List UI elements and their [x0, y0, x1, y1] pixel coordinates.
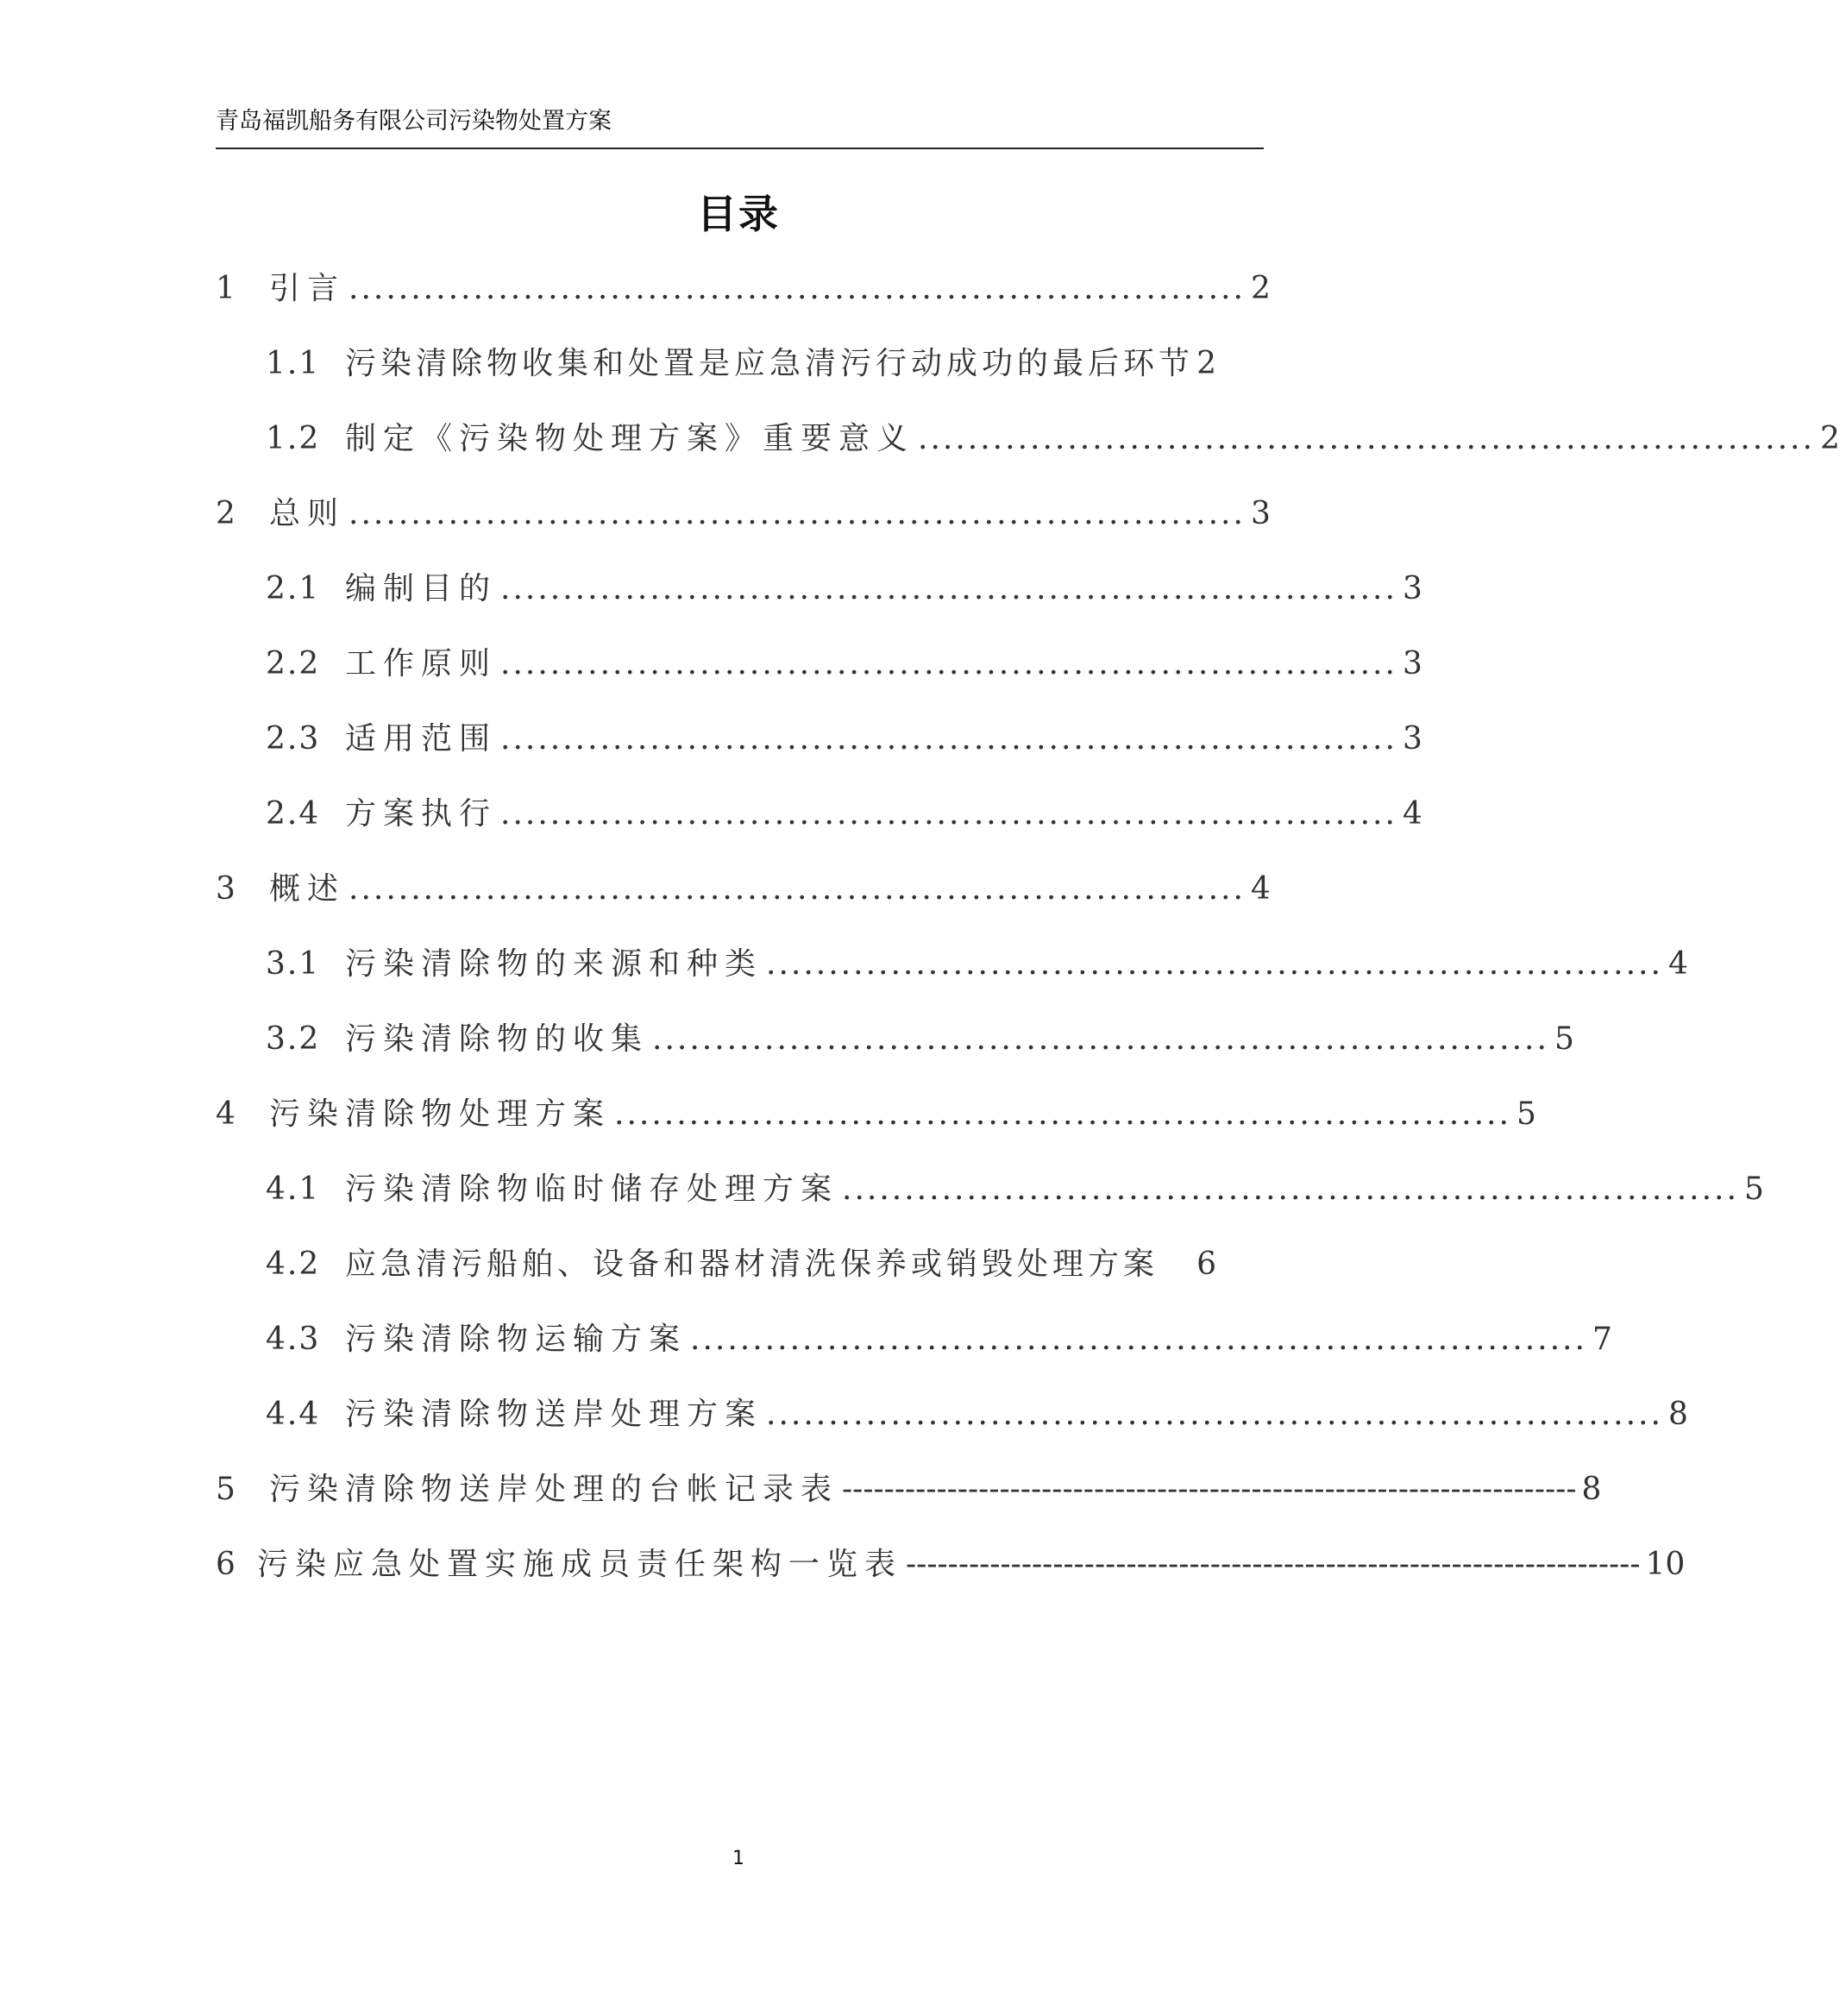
- toc-entry-title: 概述: [269, 871, 346, 907]
- toc-entry-title: 污染清除物的收集: [345, 1021, 650, 1057]
- toc-entry-page: 3: [1402, 646, 1422, 681]
- toc-entry-page: 3: [1250, 496, 1271, 531]
- toc-entry-page: 4: [1250, 871, 1271, 907]
- toc-entry-title: 污染清除物运输方案: [345, 1322, 688, 1357]
- toc-entry-number: 5: [216, 1472, 237, 1507]
- toc-dot-leader: ........................................................................: [766, 946, 1663, 982]
- toc-entry-page: 3: [1402, 721, 1422, 757]
- toc-dot-leader: ........................................................................: [500, 571, 1397, 606]
- toc-entry-2-3[interactable]: [266, 714, 1422, 759]
- toc-entry-title: 污染清除物送岸处理方案: [345, 1397, 763, 1432]
- toc-entry-number: 2: [216, 496, 237, 531]
- toc-entry-number: 2.4: [266, 796, 321, 832]
- toc-dot-leader: ........................................................................: [349, 496, 1246, 531]
- toc-entry-page: 2: [1819, 421, 1840, 456]
- toc-entry-number: 3.2: [266, 1021, 321, 1057]
- toc-entry-page: 10: [1645, 1547, 1686, 1582]
- toc-entry-2-2[interactable]: [266, 639, 1422, 684]
- toc-entry-title: 引言: [269, 271, 346, 306]
- toc-entry-number: 2.3: [266, 721, 321, 757]
- toc-entry-title: 制定《污染物处理方案》重要意义: [345, 421, 915, 456]
- header-divider: [216, 148, 1264, 149]
- toc-entry-page: 4: [1667, 946, 1688, 982]
- toc-entry-title: 编制目的: [345, 571, 498, 606]
- toc-entry-number: 4.2: [266, 1247, 321, 1282]
- toc-dash-leader: ----------------------------------------------------------------------: [842, 1472, 1577, 1507]
- toc-entry-title: 应急清污船舶、设备和器材清洗保养或销毁处理方案: [345, 1247, 1159, 1282]
- toc-dot-leader: ........................................................................: [500, 721, 1397, 757]
- toc-entry-number: 2.2: [266, 646, 321, 681]
- toc-entry-number: 4.4: [266, 1397, 321, 1432]
- toc-entry-5[interactable]: [216, 1465, 1602, 1510]
- toc-entry-4-1[interactable]: [266, 1165, 1764, 1209]
- toc-entry-4-3[interactable]: [266, 1315, 1612, 1360]
- toc-entry-3-1[interactable]: [266, 939, 1688, 984]
- toc-dot-leader: ........................................................................: [349, 271, 1246, 306]
- toc-entry-title: 方案执行: [345, 796, 498, 832]
- toc-heading: 目录: [697, 191, 780, 237]
- toc-entry-page: 2: [1250, 271, 1271, 306]
- toc-entry-page: 8: [1581, 1472, 1602, 1507]
- toc-entry-page: 6: [1196, 1247, 1216, 1282]
- toc-entry-number: 3.1: [266, 946, 321, 982]
- toc-entry-title: 污染清除物送岸处理的台帐记录表: [269, 1472, 839, 1507]
- toc-entry-1-1[interactable]: [266, 339, 1216, 384]
- toc-entry-number: 6: [216, 1547, 237, 1582]
- toc-entry-number: 1.2: [266, 421, 321, 456]
- toc-entry-page: 5: [1516, 1096, 1536, 1132]
- toc-entry-title: 总则: [269, 496, 346, 531]
- toc-dash-leader: ----------------------------------------------------------------------: [906, 1547, 1641, 1582]
- toc-entry-2-1[interactable]: [266, 564, 1422, 609]
- toc-entry-title: 污染清除物收集和处置是应急清污行动成功的最后环节: [345, 346, 1195, 381]
- toc-entry-title: 污染清除物的来源和种类: [345, 946, 763, 982]
- header-title: 青岛福凯船务有限公司污染物处置方案: [216, 108, 612, 135]
- toc-entry-number: 4: [216, 1096, 237, 1132]
- toc-entry-number: 3: [216, 871, 237, 907]
- toc-entry-page: 5: [1554, 1021, 1574, 1057]
- toc-dot-leader: ........................................................................: [766, 1397, 1663, 1432]
- toc-dot-leader: ........................................................................: [349, 871, 1246, 907]
- toc-dot-leader: ........................................................................: [652, 1021, 1549, 1057]
- page-number: 1: [732, 1848, 744, 1869]
- toc-dot-leader: ........................................................................: [918, 421, 1815, 456]
- toc-entry-page: 7: [1592, 1322, 1612, 1357]
- toc-entry-number: 4.3: [266, 1322, 321, 1357]
- toc-entry-3-2[interactable]: [266, 1014, 1574, 1059]
- toc-entry-4[interactable]: [216, 1090, 1536, 1134]
- toc-entry-6[interactable]: [216, 1540, 1686, 1585]
- toc-entry-page: 4: [1402, 796, 1422, 832]
- toc-dot-leader: ........................................................................: [614, 1096, 1511, 1132]
- toc-entry-3[interactable]: [216, 864, 1271, 909]
- toc-entry-title: 适用范围: [345, 721, 498, 757]
- toc-entry-page: 3: [1402, 571, 1422, 606]
- toc-entry-1[interactable]: [216, 264, 1271, 309]
- toc-entry-page: 5: [1743, 1171, 1764, 1207]
- toc-entry-4-4[interactable]: [266, 1390, 1688, 1435]
- toc-entry-2-4[interactable]: [266, 789, 1422, 834]
- toc-entry-number: 2.1: [266, 571, 321, 606]
- toc-entry-title: 工作原则: [345, 646, 498, 681]
- toc-dot-leader: ........................................................................: [500, 646, 1397, 681]
- toc-entry-number: 1: [216, 271, 237, 306]
- toc-entry-page: 8: [1667, 1397, 1688, 1432]
- toc-entry-page: 2: [1196, 346, 1216, 381]
- toc-entry-title: 污染清除物处理方案: [269, 1096, 612, 1132]
- toc-entry-number: 4.1: [266, 1171, 321, 1207]
- toc-entry-title: 污染清除物临时储存处理方案: [345, 1171, 839, 1207]
- toc-dot-leader: ........................................................................: [842, 1171, 1739, 1207]
- toc-entry-2[interactable]: [216, 489, 1271, 534]
- toc-dot-leader: ........................................................................: [690, 1322, 1587, 1357]
- toc-entry-4-2[interactable]: [266, 1240, 1216, 1284]
- toc-entry-1-2[interactable]: [266, 414, 1840, 459]
- toc-dot-leader: ........................................................................: [500, 796, 1397, 832]
- toc-entry-number: 1.1: [266, 346, 321, 381]
- toc-entry-title: 污染应急处置实施成员责任架构一览表: [257, 1547, 903, 1582]
